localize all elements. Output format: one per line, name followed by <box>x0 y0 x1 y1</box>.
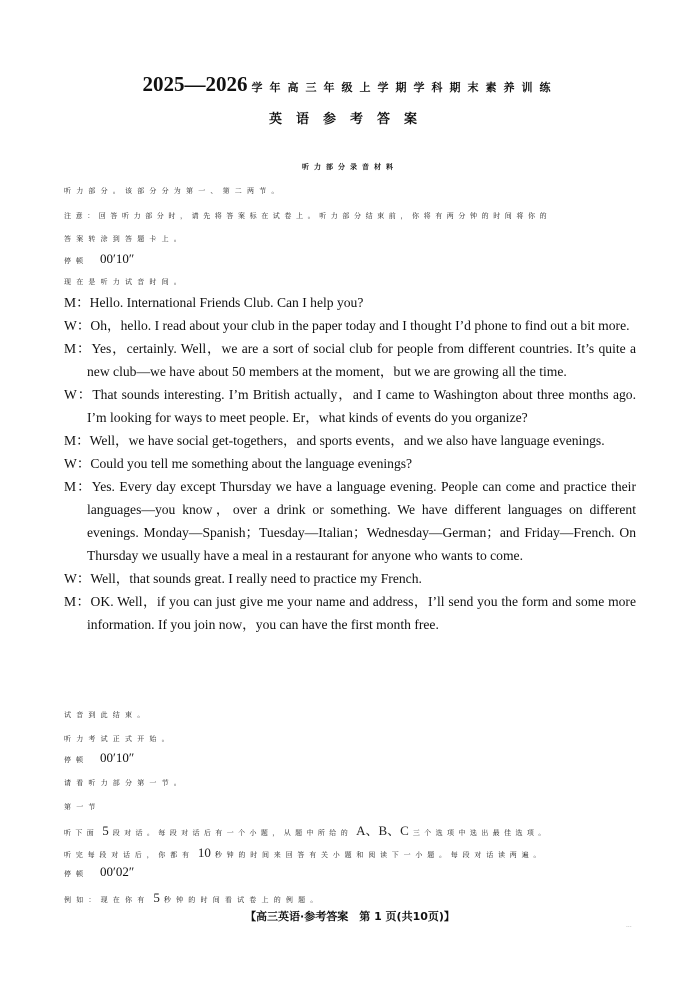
dialogue-turn: M：OK. Well，if you can just give me your name and address，I’ll send you the form and some more information. If you join now，you can have the first month free. <box>64 594 636 632</box>
page-subtitle: 英语参考答案 <box>268 112 431 127</box>
dialogue-turn: M：Hello. International Friends Club. Can I help you? <box>64 295 364 310</box>
section-heading: 听力部分录音材料 <box>302 163 398 171</box>
text-segment: 听完每段对话后，你都有 <box>64 851 194 859</box>
pause-label: 停顿 <box>64 257 88 265</box>
pause-label: 停顿 <box>64 870 88 878</box>
after-line-6 <box>64 845 545 861</box>
after-line-5 <box>64 820 550 839</box>
intro-line-3: 答案转涂到答题卡上。 <box>64 235 186 243</box>
after-line-3: 请看听力部分第一节。 <box>64 779 186 787</box>
pause-line-3 <box>64 864 134 880</box>
pause-line-2 <box>64 750 134 766</box>
title-series: 学年高三年级上学期学科期末素养训练 <box>251 81 558 94</box>
pause-time: 00′10″ <box>100 750 135 765</box>
pause-time: 00′02″ <box>100 864 135 879</box>
after-line-7 <box>64 890 323 906</box>
intro-line-1: 听力部分。该部分分为第一、第二两节。 <box>64 187 284 195</box>
text-segment: 秒钟的时间看试卷上的例题。 <box>163 896 323 904</box>
dialogue-turn: W：Well，that sounds great. I really need to practice my French. <box>64 571 422 586</box>
pause-line <box>64 251 134 267</box>
text-segment: 听下面 <box>64 829 99 837</box>
pause-time: 00′10″ <box>100 251 135 266</box>
after-line-1: 试音到此结束。 <box>64 711 150 719</box>
dialogue-turn: M：Well，we have social get-togethers，and sports events，and we also have language evenings. <box>64 433 605 448</box>
corner-mark: ··· <box>626 924 632 931</box>
options-segment: A、B、C <box>356 823 409 838</box>
pause-label: 停顿 <box>64 756 88 764</box>
after-line-2: 听力考试正式开始。 <box>64 735 174 743</box>
dialogue-turn: W：That sounds interesting. I’m British actually，and I came to Washington about three months ago. I’m looking for ways to meet people. Er，what kinds of events do you organize? <box>64 387 636 425</box>
page-footer: 【高三英语·参考答案 第 1 页(共10页)】 <box>245 910 455 923</box>
dialogue-turn: M：Yes. Every day except Thursday we have a language evening. People can come and practice their languages—you know，over a drink or something. We have different languages on different evenings. Monday—Spanish；Tuesday—Italian；Wednesday—German；and Friday—French. On Thursday we usually have a meal in a restaurant for anyone who wants to come. <box>64 479 636 563</box>
page-title <box>0 72 700 97</box>
dialogue-turn: W：Could you tell me something about the language evenings? <box>64 456 413 471</box>
title-year: 2025—2026 <box>142 72 248 96</box>
dialogue-turn: M：Yes，certainly. Well，we are a sort of social club for people from different countries. It’s quite a new club—we have about 50 members at the moment，but we are growing all the time. <box>64 341 636 379</box>
number-segment: 10 <box>197 845 211 860</box>
text-segment: 例如：现在你有 <box>64 896 150 904</box>
number-segment: 5 <box>102 823 109 838</box>
text-segment: 三个选项中选出最佳选项。 <box>412 829 550 837</box>
intro-line-4: 现在是听力试音时间。 <box>64 278 186 286</box>
text-segment: 秒钟的时间来回答有关小题和阅读下一小题。每段对话读两遍。 <box>214 851 546 859</box>
dialogue-turn: W：Oh，hello. I read about your club in the paper today and I thought I’d phone to find out a bit more. <box>64 318 630 333</box>
intro-line-2: 注意：回答听力部分时，请先将答案标在试卷上。听力部分结束前，你将有两分钟的时间将你的 <box>64 212 552 220</box>
dialogue-transcript <box>64 291 636 636</box>
number-segment: 5 <box>153 890 160 905</box>
after-line-4: 第一节 <box>64 803 101 811</box>
text-segment: 段对话。每段对话后有一个小题，从题中所给的 <box>112 829 353 837</box>
